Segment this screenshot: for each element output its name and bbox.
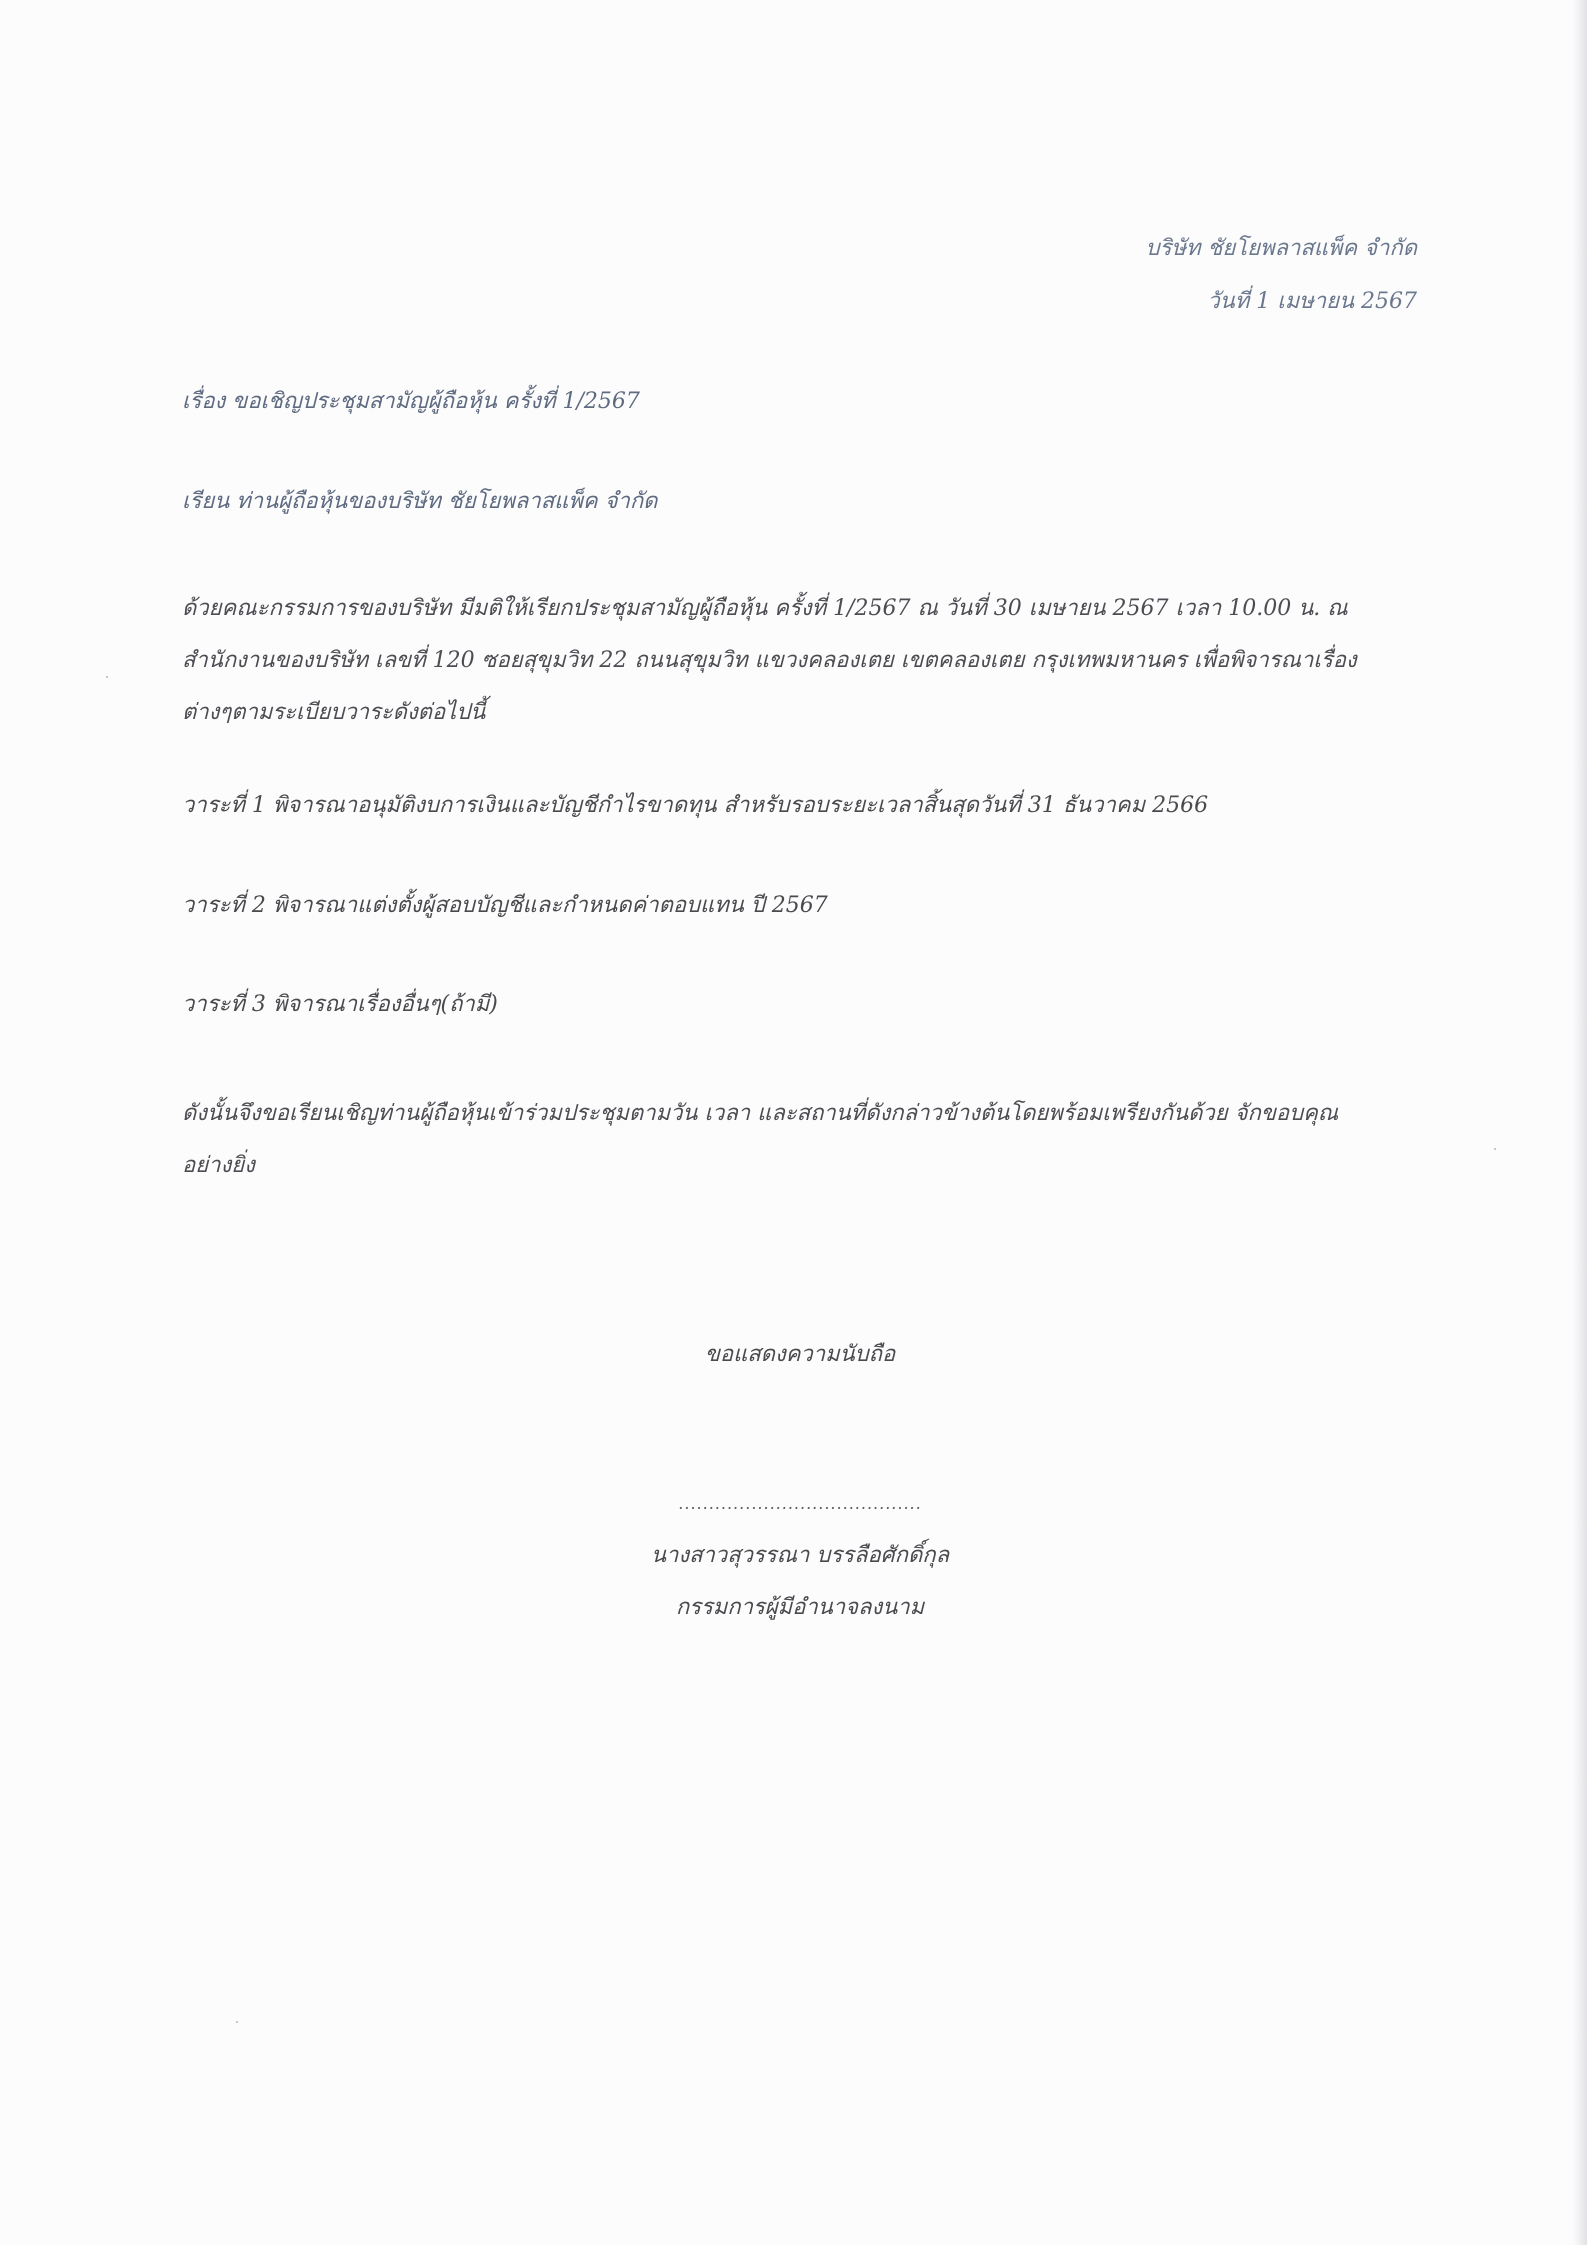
signer-name: นางสาวสุวรรณา บรรลือศักดิ์กุล	[650, 1543, 950, 1568]
scan-speck	[106, 676, 108, 678]
scan-speck	[236, 2021, 238, 2023]
body-line: ด้วยคณะกรรมการของบริษัท มีมติให้เรียกประชุมสามัญผู้ถือหุ้น ครั้งที่ 1/2567 ณ วันที่ 30 เมษายน 2567 เวลา 10.00 น. ณ	[182, 596, 1348, 621]
agenda-item-2: วาระที่ 2 พิจารณาแต่งตั้งผู้สอบบัญชีและกำหนดค่าตอบแทน ปี 2567	[182, 893, 828, 918]
agenda-item-1: วาระที่ 1 พิจารณาอนุมัติงบการเงินและบัญชีกำไรขาดทุน สำหรับรอบระยะเวลาสิ้นสุดวันที่ 31 ธันวาคม 2566	[182, 793, 1209, 818]
letter-date: วันที่ 1 เมษายน 2567	[1207, 289, 1417, 314]
page-edge-shadow	[1573, 0, 1587, 2245]
letter-salutation: เรียน ท่านผู้ถือหุ้นของบริษัท ชัยโยพลาสแพ็ค จำกัด	[182, 489, 658, 514]
letter-subject: เรื่อง ขอเชิญประชุมสามัญผู้ถือหุ้น ครั้งที่ 1/2567	[182, 389, 640, 414]
closing-line: อย่างยิ่ง	[182, 1153, 255, 1178]
closing-paragraph	[182, 1088, 1338, 1192]
body-line: สำนักงานของบริษัท เลขที่ 120 ซอยสุขุมวิท 22 ถนนสุขุมวิท แขวงคลองเตย เขตคลองเตย กรุงเทพมหานคร เพื่อพิจารณาเรื่อง	[182, 648, 1357, 673]
closing-line: ดังนั้นจึงขอเรียนเชิญท่านผู้ถือหุ้นเข้าร่วมประชุมตามวัน เวลา และสถานที่ดังกล่าวข้างต้นโดยพร้อมเพรียงกันด้วย จักขอบคุณ	[182, 1101, 1339, 1126]
company-name: บริษัท ชัยโยพลาสแพ็ค จำกัด	[1145, 236, 1417, 261]
body-line: ต่างๆตามระเบียบวาระดังต่อไปนี้	[182, 700, 486, 725]
body-paragraph	[182, 583, 1404, 739]
scan-speck	[1494, 1148, 1496, 1150]
closing-regards: ขอแสดงความนับถือ	[704, 1342, 896, 1367]
signature-line: ........................................	[678, 1494, 922, 1513]
agenda-item-3: วาระที่ 3 พิจารณาเรื่องอื่นๆ(ถ้ามี)	[182, 992, 498, 1017]
signer-title: กรรมการผู้มีอำนาจลงนาม	[675, 1595, 925, 1620]
